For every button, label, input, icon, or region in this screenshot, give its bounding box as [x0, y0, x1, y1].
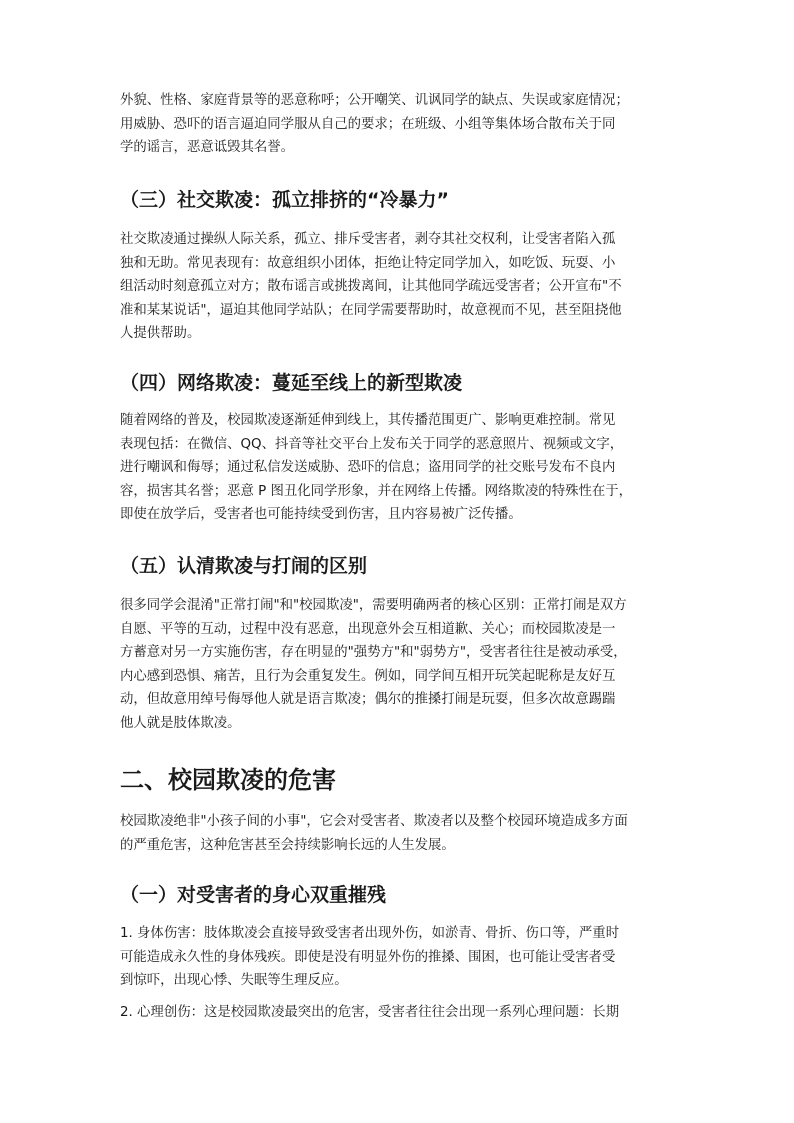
- text-line: 组活动时刻意孤立对方；散布谣言或挑拨离间，让其他同学疏远受害者；公开宣布"不: [120, 279, 622, 295]
- text-line: 即使在放学后，受害者也可能持续受到伤害，且内容易被广泛传播。: [120, 507, 522, 523]
- list-item-physical-harm: [120, 922, 680, 993]
- text-line: 独和无助。常见表现有：故意组织小团体，拒绝让特定同学加入，如吃饭、玩耍、小: [120, 255, 616, 271]
- paragraph-verbal-bullying-tail: [120, 89, 680, 160]
- text-line: 方蓄意对另一方实施伤害，存在明显的"强势方"和"弱势方"，受害者往往是被动承受，: [120, 645, 627, 661]
- chapter-heading-harms: [120, 764, 680, 796]
- heading-text: 二、校园欺凌的危害: [120, 766, 336, 794]
- heading-text: （三）社交欺凌：孤立排挤的“冷暴力”: [120, 189, 449, 211]
- text-line: 社交欺凌通过操纵人际关系，孤立、排斥受害者，剥夺其社交权利，让受害者陷入孤: [120, 232, 616, 247]
- text-line: 他人就是肢体欺凌。: [120, 715, 241, 731]
- text-line: 容，损害其名誉；恶意 P 图丑化同学形象，并在网络上传播。网络欺凌的特殊性在于，: [120, 483, 633, 499]
- text-line: 的严重危害，这种危害甚至会持续影响长远的人生发展。: [120, 837, 455, 853]
- text-line: 表现包括：在微信、QQ、抖音等社交平台上发布关于同学的恶意照片、视频或文字，: [120, 436, 624, 452]
- paragraph-social-bullying: [120, 228, 680, 346]
- paragraph-harms-intro: [120, 810, 680, 857]
- paragraph-bullying-vs-play: [120, 594, 680, 736]
- text-line: 到惊吓，出现心悸、失眠等生理反应。: [120, 973, 348, 989]
- heading-text: （一）对受害者的身心双重摧残: [120, 884, 387, 906]
- list-item-psychological-harm: [120, 1001, 680, 1025]
- text-line: 外貌、性格、家庭背景等的恶意称呼；公开嘲笑、讥讽同学的缺点、失误或家庭情况；: [120, 93, 629, 108]
- text-line: 人提供帮助。: [120, 326, 201, 342]
- section-heading-social-bullying: [120, 187, 680, 213]
- section-heading-cyber-bullying: [120, 370, 680, 396]
- text-line: 准和某某说话"，逼迫其他同学站队；在同学需要帮助时，故意视而不见，甚至阻挠他: [120, 302, 622, 318]
- text-line: 很多同学会混淆"正常打闹"和"校园欺凌"，需要明确两者的核心区别：正常打闹是双方: [120, 598, 627, 613]
- text-line: 内心感到恐惧、痛苦，且行为会重复发生。例如，同学间互相开玩笑起昵称是友好互: [120, 668, 616, 684]
- text-line: 2. 心理创伤：这是校园欺凌最突出的危害，受害者往往会出现一系列心理问题：长期: [120, 1005, 620, 1020]
- text-line: 可能造成永久性的身体残疾。即使是没有明显外伤的推搡、围困，也可能让受害者受: [120, 949, 616, 965]
- text-line: 动，但故意用绰号侮辱他人就是语言欺凌；偶尔的推搡打闹是玩耍，但多次故意踢踹: [120, 692, 616, 708]
- text-line: 学的谣言，恶意诋毁其名誉。: [120, 140, 295, 156]
- text-line: 用威胁、恐吓的语言逼迫同学服从自己的要求；在班级、小组等集体场合散布关于同: [120, 116, 616, 132]
- text-line: 自愿、平等的互动，过程中没有恶意，出现意外会互相道歉、关心；而校园欺凌是一: [120, 621, 616, 637]
- text-line: 随着网络的普及，校园欺凌逐渐延伸到线上，其传播范围更广、影响更难控制。常见: [120, 413, 616, 428]
- text-line: 校园欺凌绝非"小孩子间的小事"，它会对受害者、欺凌者以及整个校园环境造成多方面: [120, 814, 628, 829]
- paragraph-cyber-bullying: [120, 409, 680, 527]
- text-line: 进行嘲讽和侮辱；通过私信发送威胁、恐吓的信息；盗用同学的社交账号发布不良内: [120, 460, 616, 476]
- text-line: 1. 身体伤害：肢体欺凌会直接导致受害者出现外伤，如淤青、骨折、伤口等，严重时: [120, 926, 620, 941]
- section-heading-bullying-vs-play: [120, 553, 680, 579]
- section-heading-victim-harm: [120, 882, 680, 908]
- heading-text: （四）网络欺凌：蔓延至线上的新型欺凌: [120, 372, 463, 394]
- heading-text: （五）认清欺凌与打闹的区别: [120, 555, 368, 577]
